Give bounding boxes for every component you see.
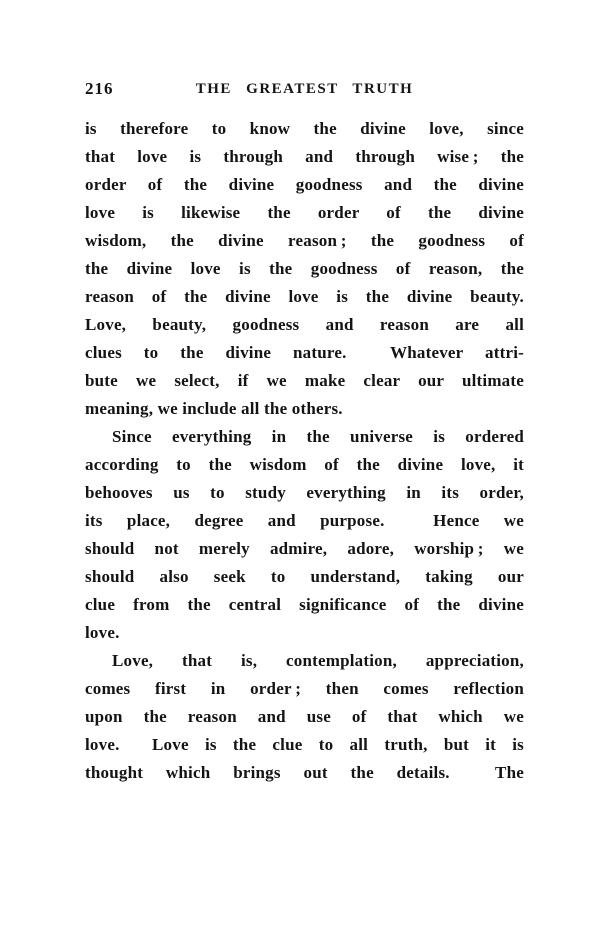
text-line: order of the divine goodness and the divine (85, 175, 524, 194)
page-number: 216 (85, 79, 114, 98)
text-line: love. Love is the clue to all truth, but it is (85, 735, 524, 754)
paragraph (85, 423, 524, 647)
text-line: Since everything in the universe is ordered (112, 427, 524, 446)
text-line: clues to the divine nature. Whatever attri- (85, 343, 524, 362)
text-line: meaning, we include all the others. (85, 399, 343, 418)
page-content-area (85, 78, 524, 787)
text-line: upon the reason and use of that which we (85, 707, 524, 726)
text-line: should also seek to understand, taking our (85, 567, 524, 586)
text-line: according to the wisdom of the divine love, it (85, 455, 524, 474)
text-line: love is likewise the order of the divine (85, 203, 524, 222)
text-line: the divine love is the goodness of reason, the (85, 259, 524, 278)
text-line: that love is through and through wise ; the (85, 147, 524, 166)
text-line: behooves us to study everything in its order, (85, 483, 524, 502)
text-line: Love, that is, contemplation, appreciation, (112, 651, 524, 670)
text-line: is therefore to know the divine love, since (85, 119, 524, 138)
text-line: reason of the divine love is the divine beauty. (85, 287, 524, 306)
text-line: comes first in order ; then comes reflection (85, 679, 524, 698)
text-block (85, 115, 524, 787)
text-line: wisdom, the divine reason ; the goodness of (85, 231, 524, 250)
paragraph (85, 115, 524, 423)
paragraph (85, 647, 524, 787)
page-header (85, 78, 524, 100)
text-line: clue from the central significance of the divine (85, 595, 524, 614)
text-line: thought which brings out the details. The (85, 763, 524, 782)
text-line: bute we select, if we make clear our ultimate (85, 371, 524, 390)
text-line: its place, degree and purpose. Hence we (85, 511, 524, 530)
running-header-title: THE GREATEST TRUTH (195, 81, 414, 97)
text-line: Love, beauty, goodness and reason are all (85, 315, 524, 334)
text-line: love. (85, 623, 120, 642)
text-line: should not merely admire, adore, worship ; we (85, 539, 524, 558)
